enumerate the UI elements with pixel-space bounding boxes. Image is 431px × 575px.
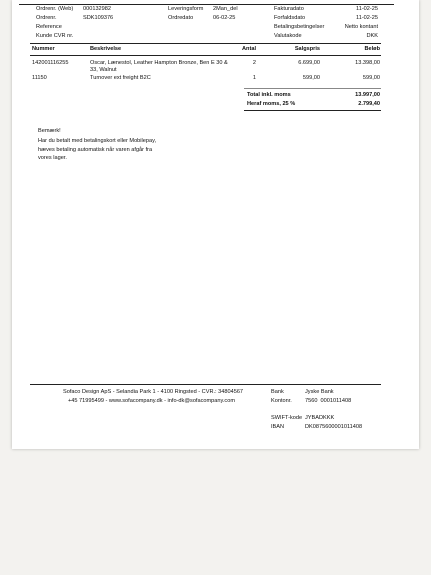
payment-terms-label: Betalingsbetingelser xyxy=(274,24,325,30)
footer-rule xyxy=(30,384,381,385)
invoice-date-label: Fakturadato xyxy=(274,6,304,12)
currency-value: DKK xyxy=(366,33,378,39)
row1-amount: 13.398,00 xyxy=(355,60,380,66)
order-no-value: SDK109376 xyxy=(83,15,114,21)
currency-label: Valutakode xyxy=(274,33,302,39)
delivery-method-label: Leveringsform xyxy=(168,6,204,12)
bank-value: Jyske Bank xyxy=(305,389,334,395)
bank-label: Bank xyxy=(271,389,284,395)
col-header-amount: Beløb xyxy=(364,46,380,52)
vat-label: Heraf moms, 25 % xyxy=(247,101,296,107)
iban-value: DK0875600001011408 xyxy=(305,424,363,430)
row1-qty: 2 xyxy=(252,60,256,66)
order-date-value: 06-02-25 xyxy=(213,15,236,21)
row1-description: Oscar, Lænestol, Leather Hampton Bronze, Ben E 30 & 33, Walnut xyxy=(90,60,228,73)
row1-number: 142001116255 xyxy=(32,60,69,66)
invoice-date-value: 11-02-25 xyxy=(356,6,378,12)
row2-description: Turnover ext freight B2C xyxy=(90,75,151,81)
top-divider xyxy=(19,4,394,5)
totals-bottom-rule xyxy=(244,110,381,111)
due-date-label: Forfaldsdato xyxy=(274,15,306,21)
payment-terms-value: Netto kontant xyxy=(344,24,378,30)
table-header-top-rule xyxy=(30,43,381,44)
row2-amount: 599,00 xyxy=(362,75,380,81)
row2-qty: 1 xyxy=(252,75,256,81)
customer-cvr-label: Kunde CVR nr. xyxy=(36,33,74,39)
order-no-label: Ordrenr. xyxy=(36,15,57,21)
col-header-price: Salgspris xyxy=(294,46,320,52)
iban-label: IBAN xyxy=(271,424,285,430)
col-header-description: Beskrivelse xyxy=(90,46,122,52)
total-value: 13.997,00 xyxy=(355,92,380,98)
row1-price: 6.699,00 xyxy=(298,60,320,66)
row2-number: 11150 xyxy=(32,75,47,81)
table-header-bottom-rule xyxy=(30,55,381,56)
delivery-method-value: 2Man_del xyxy=(213,6,238,12)
col-header-number: Nummer xyxy=(32,46,55,52)
account-label: Kontonr. xyxy=(271,398,292,404)
col-header-qty: Antal xyxy=(242,46,256,52)
order-date-label: Ordredato xyxy=(168,15,194,21)
reference-label: Reference xyxy=(36,24,62,30)
totals-top-rule xyxy=(244,88,381,89)
swift-label: SWIFT-kode xyxy=(271,415,303,421)
vat-value: 2.799,40 xyxy=(358,101,380,107)
order-web-label: Ordrenr. (Web) xyxy=(36,6,74,12)
row2-price: 599,00 xyxy=(302,75,320,81)
note-body: Har du betalt med betalingskort eller Mobilepay, hæves betaling automatisk når varen afgår fra vores lager. xyxy=(38,138,157,162)
note-title: Bemærk! xyxy=(38,128,61,134)
account-value: 7560 0001011408 xyxy=(305,398,352,404)
order-web-value: 000132982 xyxy=(83,6,111,12)
total-label: Total inkl. moms xyxy=(247,92,291,98)
swift-value: JYBADKKK xyxy=(305,415,335,421)
footer-company-line: Sofaco Design ApS - Selandia Park 1 - 4100 Ringsted - CVR.: 34804567 xyxy=(63,389,244,395)
footer-contact-line: +45 71995499 - www.sofacompany.dk - info-dk@sofacompany.com xyxy=(68,398,235,404)
due-date-value: 11-02-25 xyxy=(356,15,378,21)
